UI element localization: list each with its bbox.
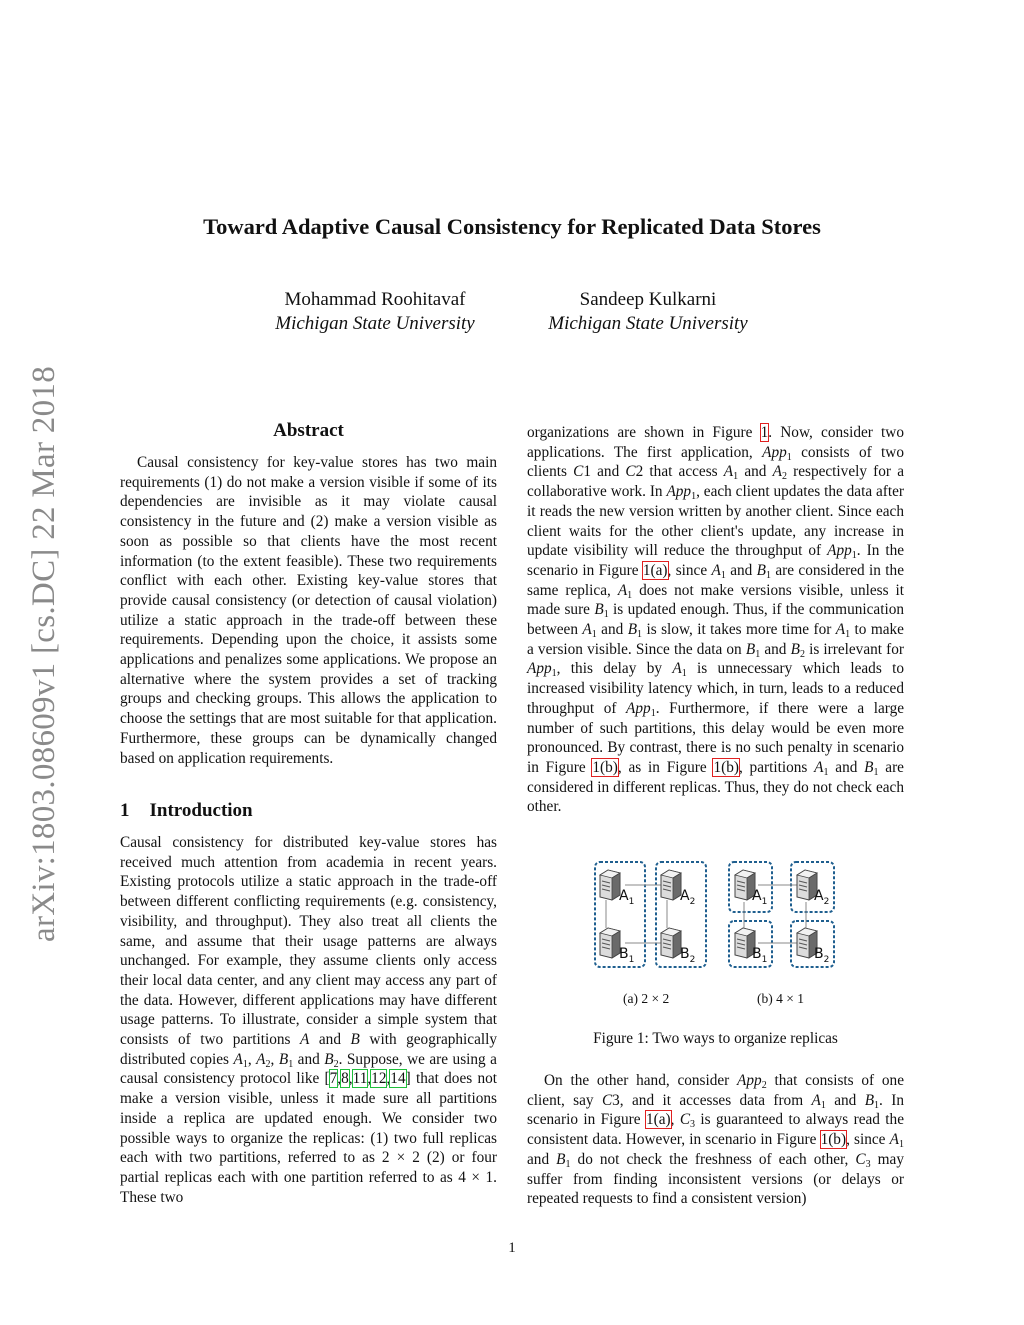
figure-ref-link[interactable]: 1(a) bbox=[645, 1111, 671, 1129]
figure-ref-link[interactable]: 1(b) bbox=[713, 758, 739, 776]
replica-figure bbox=[592, 858, 840, 970]
server-icon bbox=[661, 928, 681, 958]
author-name: Mohammad Roohitavaf bbox=[284, 289, 466, 310]
server-icon bbox=[661, 870, 681, 900]
paper-title: Toward Adaptive Causal Consistency for Replicated Data Stores bbox=[203, 214, 821, 239]
author-name: Sandeep Kulkarni bbox=[579, 289, 717, 310]
author-block-2 bbox=[498, 288, 798, 336]
section-title: Introduction bbox=[149, 800, 253, 821]
intro-text: Causal consistency for distributed key-value stores has received much attention from academia in recent years. Existing protocols utilize a static approach in the trade-off between different conflicting requirements (e.g. consistency, visibility, and throughput). They also treat all clients the same, and assume that their usage patterns are always unchanged. For example, they assume clients only access their local data center, and any client may access any part of the data. However, different applications may have different usage patterns. To illustrate, consider a simple system that consists of two partitions bbox=[120, 834, 497, 1049]
node-label: $B_1$ bbox=[752, 946, 768, 965]
intro-paragraph: On the other hand, consider App$_2$ that consists of one client, say C3, and it accesses data from $A_1$ and $B_1$. In scenario in Figure 1(a), $C_3$ is guaranteed to always read the consistent data. However, in scenario in Figure 1(b), since $A_1$ and $B_1$ do not check the freshness of each other, $C_3$ may suffer from finding inconsistent versions (or delays or repeated requests to find a consistent version) bbox=[527, 1072, 904, 1208]
abstract-body bbox=[120, 453, 497, 768]
node-label: $A_2$ bbox=[814, 888, 830, 907]
author-affiliation: Michigan State University bbox=[275, 313, 475, 334]
citation-link[interactable]: 7 bbox=[329, 1070, 338, 1088]
author-block-1 bbox=[225, 288, 525, 336]
author-affiliation: Michigan State University bbox=[548, 313, 748, 334]
node-label: $B_1$ bbox=[619, 946, 635, 965]
intro-left-column bbox=[120, 833, 497, 1207]
section-number: 1 bbox=[120, 800, 130, 821]
figure-ref-link[interactable]: 1(a) bbox=[642, 561, 668, 579]
arxiv-stamp: arXiv:1803.08609v1 [cs.DC] 22 Mar 2018 bbox=[26, 366, 62, 942]
figure-ref-link[interactable]: 1(b) bbox=[592, 758, 618, 776]
node-label: $A_2$ bbox=[680, 888, 696, 907]
server-icon bbox=[600, 870, 620, 900]
subcaption-b: (b) 4 × 1 bbox=[757, 991, 804, 1006]
node-label: $A_1$ bbox=[619, 888, 635, 907]
citation-link[interactable]: 12 bbox=[371, 1070, 387, 1088]
subcaption-a: (a) 2 × 2 bbox=[623, 991, 670, 1006]
figure-caption: Figure 1: Two ways to organize replicas bbox=[593, 1030, 838, 1047]
server-icon bbox=[600, 928, 620, 958]
citation-link[interactable]: 8 bbox=[341, 1070, 349, 1088]
intro-paragraph: organizations are shown in Figure 1. Now, consider two applications. The first application, App$_1$ consists of two clients C1 and C2 that access $A_1$ and $A_2$ respectively for a collaborative work. In App$_1$, each client updates the data after it reads the new version written by another client. Since each client waits for the other client's update, any increase in update visibility will reduce the throughput of App$_1$. In the scenario in Figure 1(a), since $A_1$ and $B_1$ are considered in the same replica, $A_1$ does not make versions visible, unless it made sure $B_1$ is updated enough. Thus, if the communication between $A_1$ and $B_1$ is slow, it takes more time for $A_1$ to make a version visible. Since the data on $B_1$ and $B_2$ is irrelevant for App$_1$, this delay by $A_1$ is unnecessary which leads to increased visibility latency which, in turn, leads to a reduced throughput of App$_1$. Furthermore, if there were a large number of such partitions, this delay would be even more pronounced. By contrast, there is no such penalty in scenario in Figure 1(b), as in Figure 1(b), partitions $A_1$ and $B_1$ are considered in different replicas. Thus, they do not check each other. bbox=[527, 424, 905, 816]
node-label: $B_2$ bbox=[680, 946, 696, 965]
abstract-text: Causal consistency for key-value stores has two main requirements (1) do not make a version visible if some of its dependencies are invisible as it may violate causal consistency in the future and (2) make a version visible as soon as possible so that clients have the most recent information (to the extent feasible). These two requirements conflict with each other. Existing key-value stores that provide causal consistency (or detection of causal violation) utilize a static approach in the trade-off between these requirements. Depending upon the choice, it assists some applications and penalizes some applications. We propose an alternative where the system provides a set of tracking groups and checking groups. This allows the application to choose the settings that are most suitable for that application. Furthermore, these groups can be dynamically changed based on application requirements. bbox=[120, 454, 497, 767]
figure-ref-link[interactable]: 1(b) bbox=[820, 1131, 847, 1149]
citation-link[interactable]: 11 bbox=[352, 1070, 368, 1088]
citation-link[interactable]: 14 bbox=[390, 1070, 406, 1088]
figure-ref-link[interactable]: 1 bbox=[760, 424, 769, 441]
section-heading bbox=[120, 800, 273, 822]
page-number: 1 bbox=[508, 1240, 516, 1256]
intro-right-column bbox=[527, 423, 904, 817]
node-label: $A_1$ bbox=[752, 888, 768, 907]
abstract-heading: Abstract bbox=[273, 420, 344, 441]
node-label: $B_2$ bbox=[814, 946, 830, 965]
intro-right-column-2 bbox=[527, 1071, 904, 1209]
intro-paragraph: Causal consistency for distributed key-value stores has received much attention from academia in recent years. Existing protocols utilize a static approach in the trade-off between different conflicting requirements (e.g. consistency, visibility, and throughput). They also treat all clients the same, and assume that their usage patterns are always unchanged. For example, they assume clients only access their local data center, and any client may access any part of the data. However, different applications may have different usage patterns. To illustrate, consider a simple system that consists of two partitions A and B with geographically distributed copies $A_1$, $A_2$, $B_1$ and $B_2$. Suppose, we are using a causal consistency protocol like [7,8,11,12,14] that does not make a version visible, unless it made sure all partitions inside a replica are updated enough. We consider two possible ways to organize the replicas: (1) two full replicas each with two partitions, referred to as 2 × 2 (2) or four partial replicas each with one partition referred to as 4 × 1. These two bbox=[120, 834, 498, 1206]
